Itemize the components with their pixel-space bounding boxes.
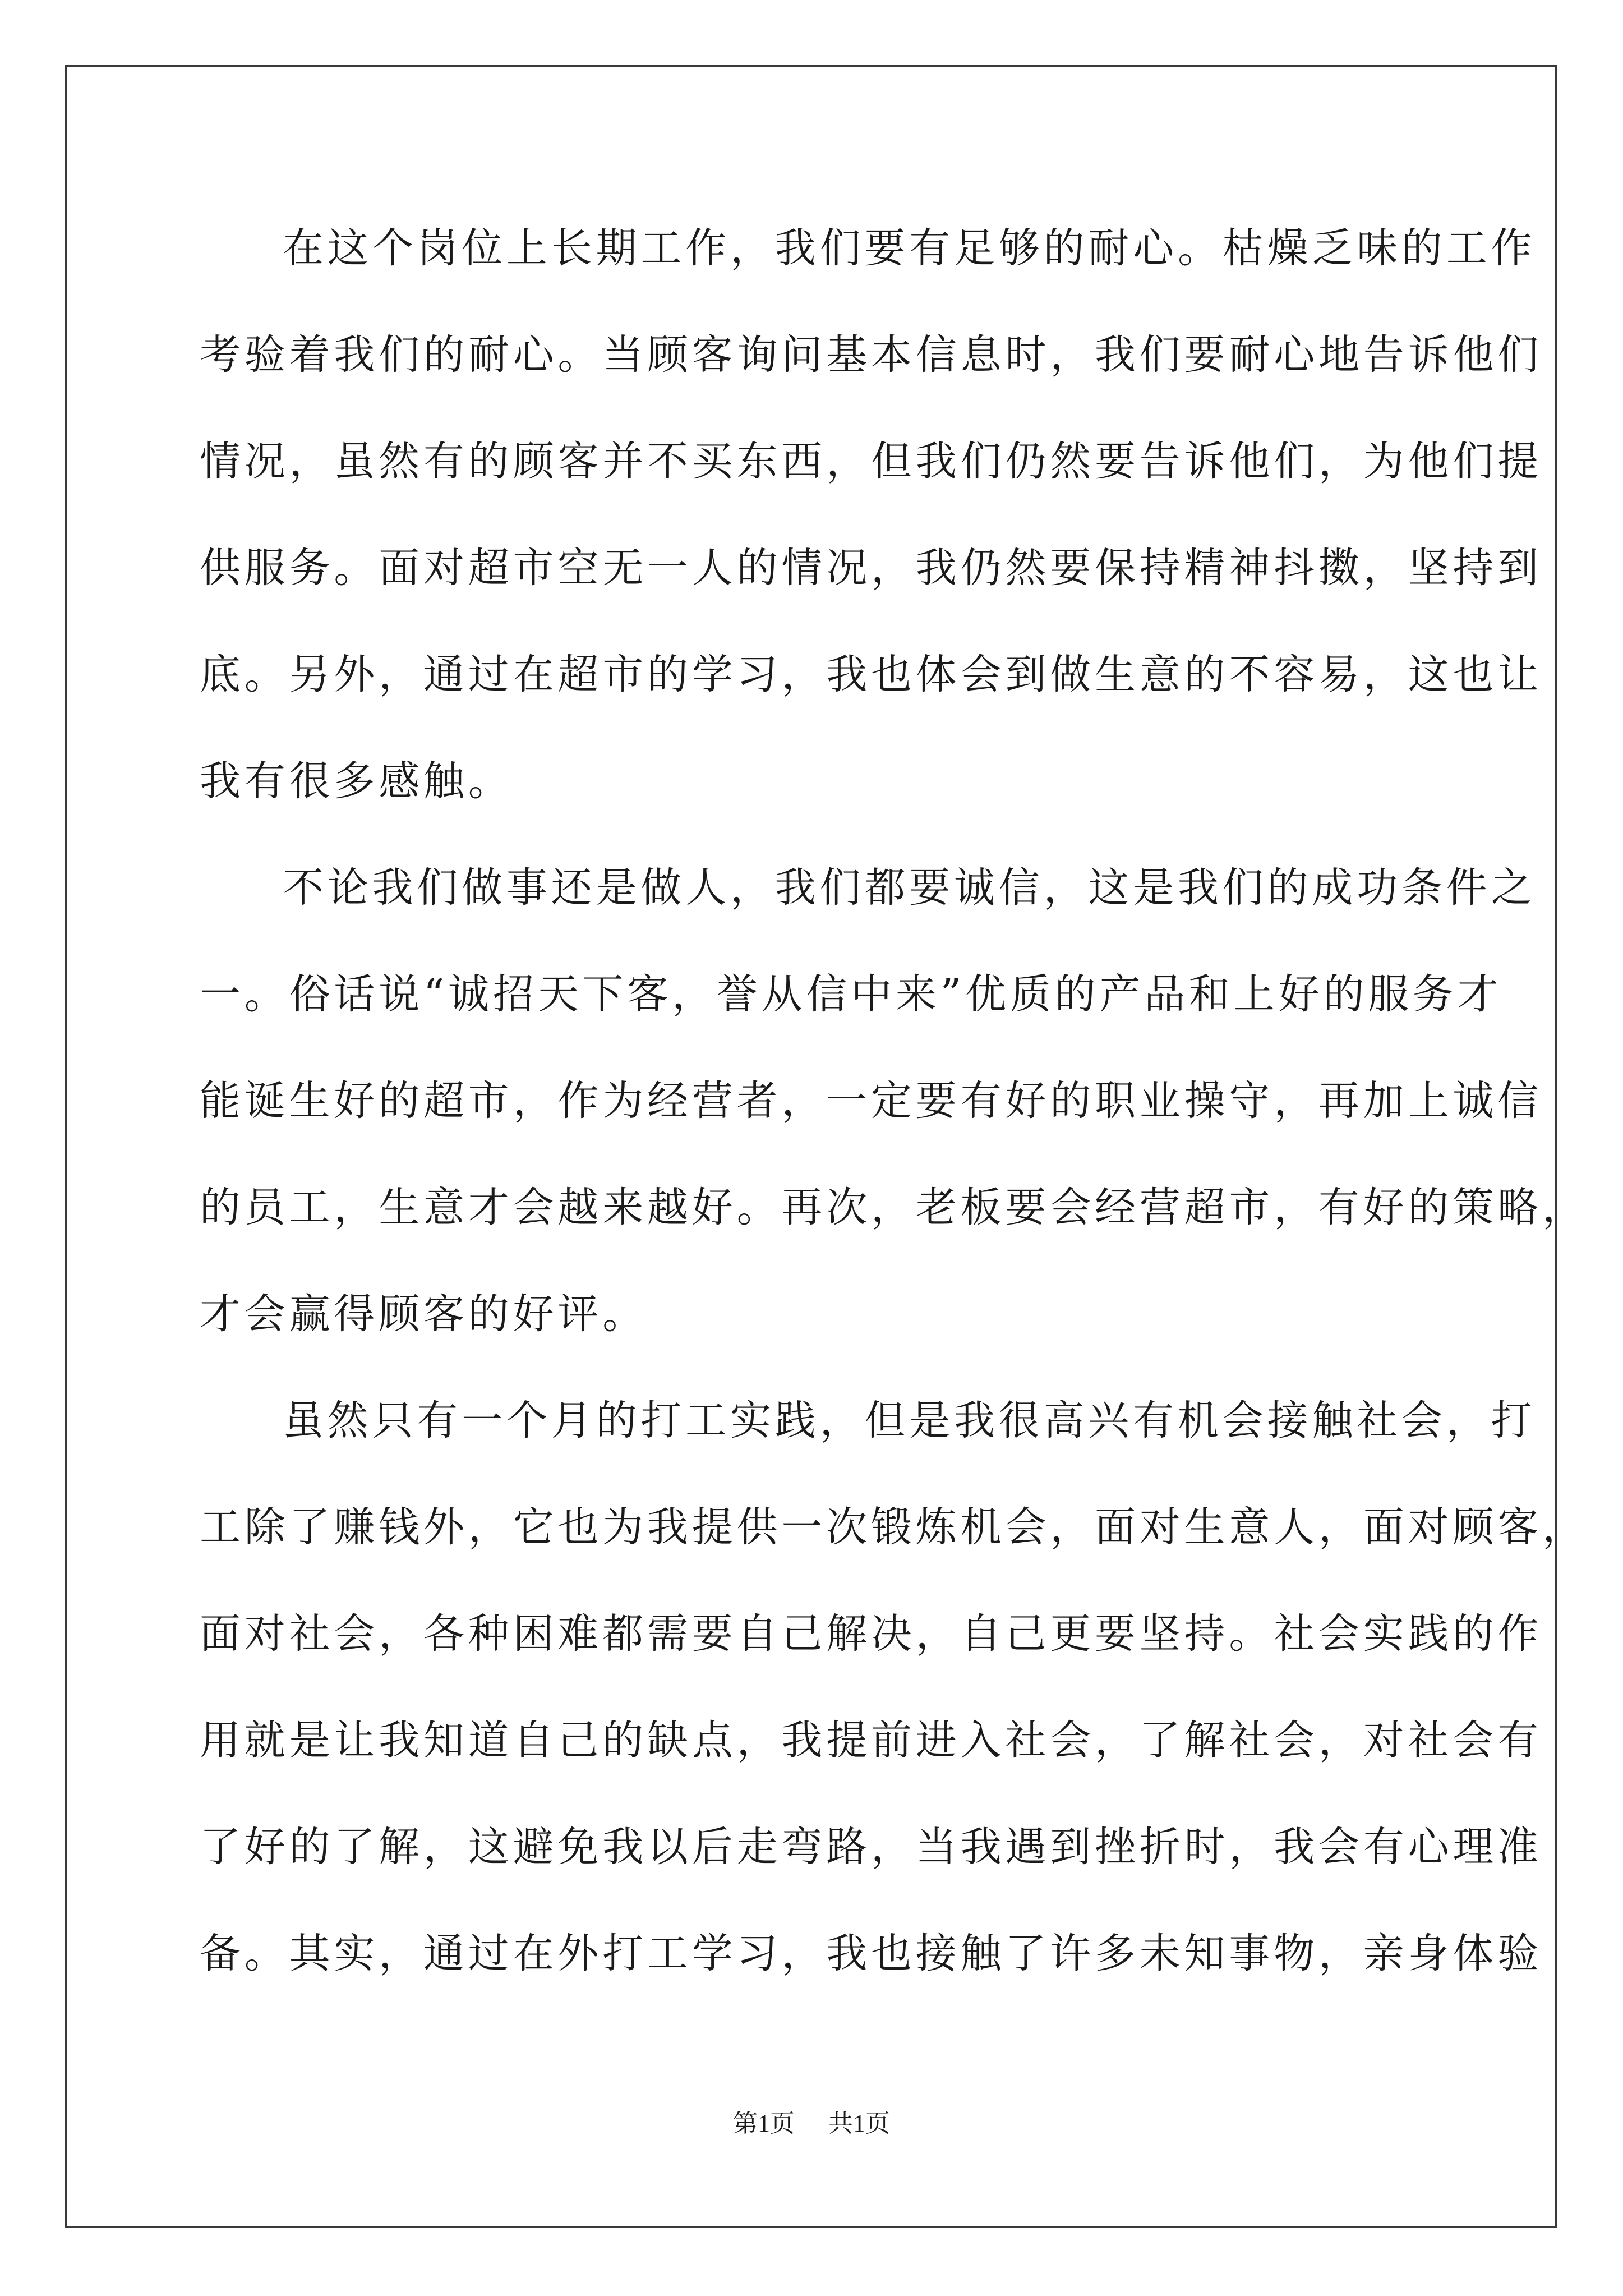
paragraph-2-line-4: 的员工，生意才会越来越好。再次，老板要会经营超市，有好的策略，	[200, 1184, 1587, 1231]
current-page-label: 第1页	[733, 2110, 795, 2137]
paragraph-1-line-3: 情况，虽然有的顾客并不买东西，但我们仍然要告诉他们，为他们提	[200, 438, 1542, 485]
paragraph-1-line-5: 底。另外，通过在超市的学习，我也体会到做生意的不容易，这也让	[200, 651, 1542, 698]
paragraph-2-line-3: 能诞生好的超市，作为经营者，一定要有好的职业操守，再加上诚信	[200, 1077, 1542, 1125]
paragraph-2-line-2: 一。俗话说“诚招天下客，誉从信中来”优质的产品和上好的服务才	[200, 970, 1502, 1018]
paragraph-3-line-4: 用就是让我知道自己的缺点，我提前进入社会，了解社会，对社会有	[200, 1717, 1542, 1764]
paragraph-3-line-5: 了好的了解，这避免我以后走弯路，当我遇到挫折时，我会有心理准	[200, 1823, 1542, 1871]
page-footer	[0, 2107, 1623, 2141]
paragraph-1-line-6: 我有很多感触。	[200, 757, 513, 805]
page-border	[65, 65, 1587, 2228]
paragraph-3-line-2: 工除了赚钱外，它也为我提供一次锻炼机会，面对生意人，面对顾客，	[200, 1503, 1587, 1551]
paragraph-1-line-1: 在这个岗位上长期工作，我们要有足够的耐心。枯燥乏味的工作	[283, 224, 1536, 272]
paragraph-3-line-3: 面对社会，各种困难都需要自己解决，自己更要坚持。社会实践的作	[200, 1610, 1542, 1658]
total-pages-label: 共1页	[828, 2110, 890, 2137]
paragraph-1-line-4: 供服务。面对超市空无一人的情况，我仍然要保持精神抖擞，坚持到	[200, 544, 1542, 592]
paragraph-3-line-1: 虽然只有一个月的打工实践，但是我很高兴有机会接触社会，打	[283, 1397, 1536, 1444]
paragraph-1-line-2: 考验着我们的耐心。当顾客询问基本信息时，我们要耐心地告诉他们	[200, 331, 1542, 379]
paragraph-3-line-6: 备。其实，通过在外打工学习，我也接触了许多未知事物，亲身体验	[200, 1930, 1542, 1977]
paragraph-2-line-1: 不论我们做事还是做人，我们都要诚信，这是我们的成功条件之	[283, 864, 1536, 912]
paragraph-2-line-5: 才会赢得顾客的好评。	[200, 1290, 647, 1338]
